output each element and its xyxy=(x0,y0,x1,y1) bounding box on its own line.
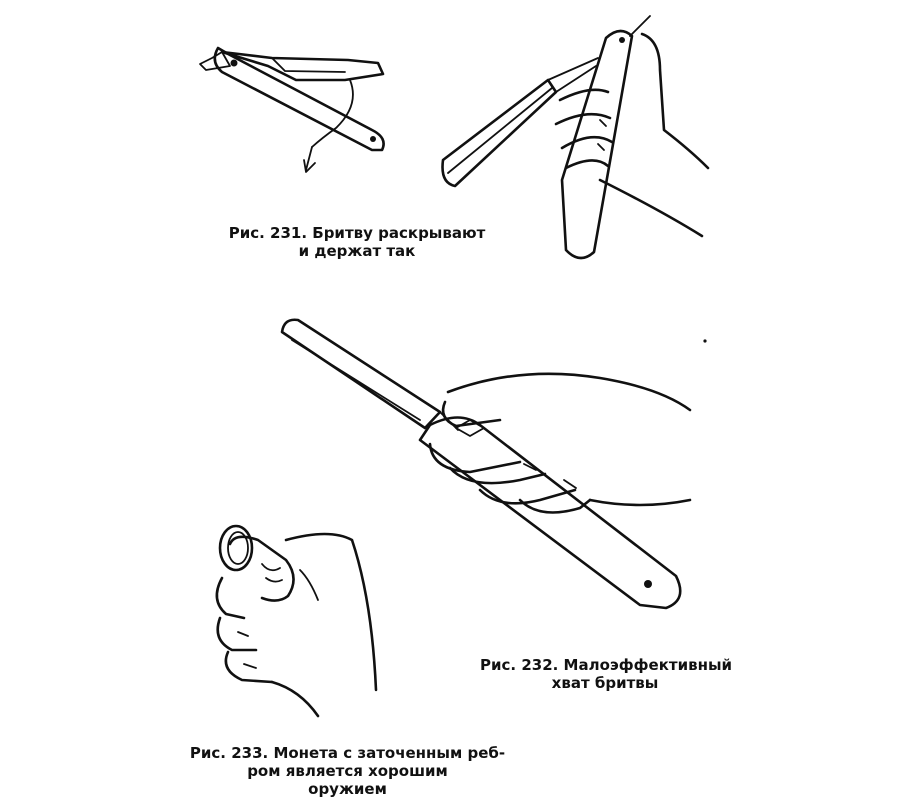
hand-holding-razor-upright-drawing xyxy=(443,16,709,258)
hand-gripping-razor-drawing xyxy=(282,320,690,608)
caption-line: хват бритвы xyxy=(551,674,659,692)
figure-232-caption xyxy=(480,656,733,692)
caption-line: Рис. 233. Монета с заточенным реб- xyxy=(189,744,506,762)
razor-being-opened-drawing xyxy=(200,48,384,172)
caption-line: Рис. 232. Малоэффективный xyxy=(480,656,733,674)
caption-line: ром является хорошим xyxy=(247,762,448,780)
hand-holding-coin-drawing xyxy=(217,526,376,716)
caption-line: оружием xyxy=(308,780,387,798)
caption-line: Рис. 231. Бритву раскрывают xyxy=(228,224,486,242)
figure-233-caption xyxy=(185,744,510,798)
caption-line: и держат так xyxy=(298,242,416,260)
figure-231-caption xyxy=(228,224,486,260)
